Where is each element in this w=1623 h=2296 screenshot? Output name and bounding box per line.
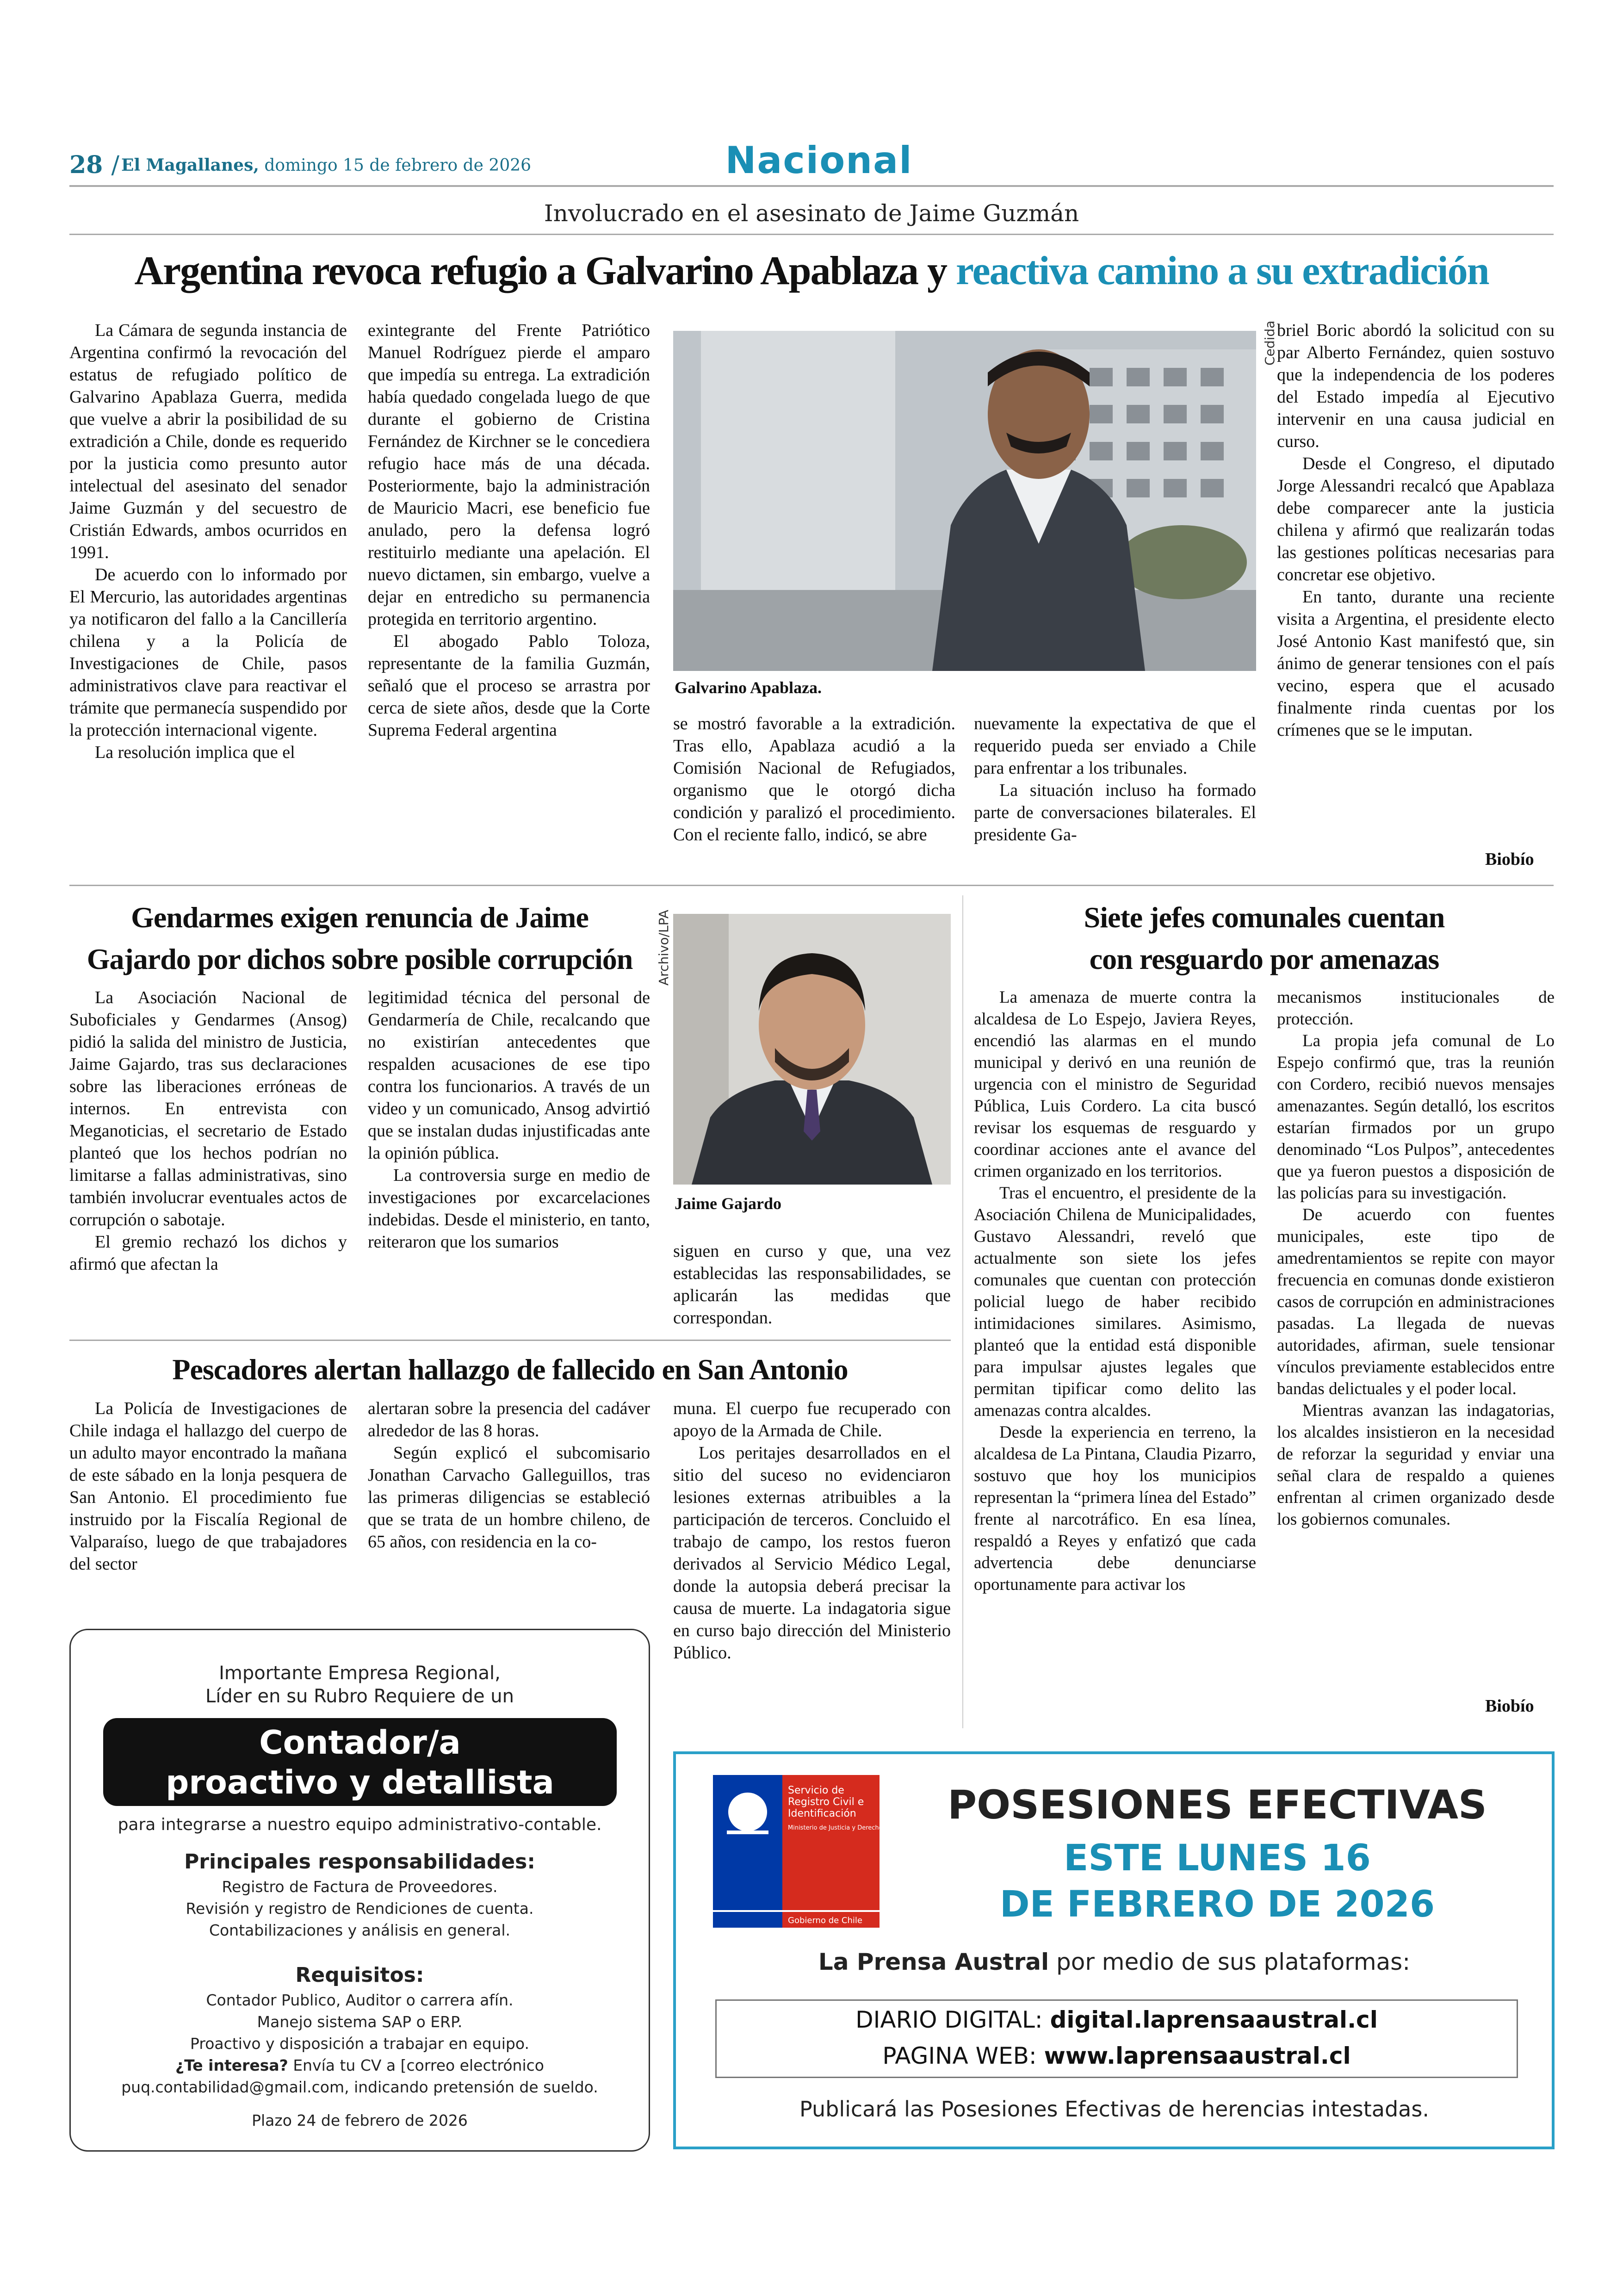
paragraph: La controversia surge en medio de investigaciones por excarcelaciones indebidas. Desde el ministerio, en tanto, reiteraron que los sumarios [368,1166,650,1252]
story2-headline-line2: Gajardo por dichos sobre posible corrupción [87,943,633,975]
story4-column-1 [974,987,1256,1727]
registro-web-url[interactable]: www.laprensaaustral.cl [1044,2042,1351,2069]
paragraph: La resolución implica que el [95,743,295,762]
paragraph: El abogado Pablo Toloza, representante de la familia Guzmán, señaló que el proceso se arrastra por cerca de siete años, desde que la Corte Suprema Federal argentina [368,632,650,740]
registro-digital-url[interactable]: digital.laprensaaustral.cl [1050,2006,1378,2033]
gajardo-photo-illustration [673,914,951,1185]
registro-civil-logo-graphic [713,1775,917,1932]
paragraph: Desde la experiencia en terreno, la alcaldesa de La Pintana, Claudia Pizarro, sostuvo que hoy los municipios representan la “primera línea del Estado” frente al narcotráfico. En esa línea, respaldó a Reyes y enfatizó que cada advertencia debe denunciarse oportunamente para activar los [974,1423,1256,1594]
job-ad-req-item: Manejo sistema SAP o ERP. [257,2013,463,2031]
job-ad-line2: Líder en su Rubro Requiere de un [205,1686,514,1707]
story2-headline-line1: Gendarmes exigen renuncia de Jaime [131,901,588,934]
paragraph: muna. El cuerpo fue recuperado con apoyo de la Armada de Chile. [673,1399,951,1440]
logo-text-line: Registro Civil e [788,1796,864,1808]
paragraph: La Cámara de segunda instancia de Argentina confirmó la revocación del estatus de refugiado político de Galvarino Apablaza Guerra, medida que vuelve a abrir la posibilidad de su extradición a Chile, donde es requerido por la justicia como presunto autor intelectual del asesinato del senador Jaime Guzmán y del secuestro de Cristián Edwards, ambos ocurridos en 1991. [69,321,347,562]
paragraph: La Asociación Nacional de Suboficiales y Gendarmes (Ansog) pidió la salida del ministro de Justicia, Jaime Gajardo, tras sus declaraciones sobre las liberaciones erróneas de internos. En entrevista con Meganoticias, el secretario de Estado planteó que los hechos podrían no limitarse a fallas administrativas, sino también involucrar eventuales actos de corrupción o sabotaje. [69,988,347,1229]
kicker-rule [69,234,1554,235]
registro-brand-rest: por medio de sus plataformas: [1056,1948,1411,1975]
job-ad-cta-text: Envía tu CV a [correo electrónico [293,2056,544,2074]
publication-date: domingo 15 de febrero de 2026 [264,156,532,175]
lead-column-4 [974,713,1256,875]
lead-bottom-rule [69,885,1554,886]
job-ad-resp-item: Registro de Factura de Proveedores. [222,1878,498,1896]
job-ad-resp-item: Revisión y registro de Rendiciones de cuenta. [186,1899,534,1917]
lead-headline-highlight: reactiva camino a su extradición [956,248,1489,293]
paragraph: La amenaza de muerte contra la alcaldesa de Lo Espejo, Javiera Reyes, encendió las alarmas en el mundo municipal y derivó en una reunión de urgencia con el ministro de Seguridad Pública, Luis Cordero. La cita buscó revisar los esquemas de resguardo y coordinar acciones ante el avance del crimen organizado en los territorios. [974,988,1256,1181]
gajardo-photo-credit: Archivo/LPA [656,910,671,986]
job-ad [69,1629,650,2152]
registro-footer: Publicará las Posesiones Efectivas de herencias intestadas. [799,2097,1429,2122]
paragraph: Desde el Congreso, el diputado Jorge Alessandri recalcó que Apablaza debe comparecer ante la justicia chilena y afirmó que realizarán todas las gestiones políticas necesarias para concretar ese objetivo. [1277,454,1555,584]
lead-column-5 [1277,319,1555,875]
story2-column-3 [673,1240,951,1333]
job-ad-req-item: Proactivo y disposición a trabajar en equipo. [190,2035,529,2053]
job-ad-banner-line2: proactivo y detallista [166,1763,554,1801]
lead-column-3 [673,713,955,875]
registro-digital [717,2006,1517,2033]
paragraph: exintegrante del Frente Patriótico Manuel Rodríguez pierde el amparo que impedía su entrega. La extradición había quedado congelada luego de que durante el gobierno de Cristina Fernández de Kirchner se le concediera refugio hace más de una década. Posteriormente, bajo la administración de Mauricio Macri, ese beneficio fue anulado, pero la defensa logró restituirlo mediante una apelación. El nuevo dictamen, sin embargo, vuelve a dejar en entredicho su permanencia protegida en territorio argentino. [368,321,650,629]
story2-bottom-rule [69,1340,951,1341]
job-ad-email: puq.contabilidad@gmail.com, indicando pretensión de sueldo. [121,2078,598,2096]
job-ad-subtitle: para integrarse a nuestro equipo administrativo-contable. [118,1815,602,1834]
apablaza-photo-illustration [673,331,1256,671]
logo-text-line: Servicio de [788,1785,844,1796]
job-ad-req-title: Requisitos: [295,1963,424,1987]
column-divider [962,895,963,1728]
registro-url-box [715,1999,1518,2078]
registro-date-line1: ESTE LUNES 16 [1064,1837,1371,1879]
registro-civil-logo [713,1775,917,1932]
registro-web-label: PAGINA WEB: [882,2042,1037,2069]
page-number: 28 / [69,151,120,179]
story3-column-2 [368,1397,650,1615]
lead-headline-main: Argentina revoca refugio a Galvarino Apablaza y [134,248,947,293]
logo-gov: Gobierno de Chile [788,1916,862,1925]
paragraph: mecanismos institucionales de protección. [1277,988,1555,1029]
lead-signature: Biobío [1485,850,1534,869]
registro-web [717,2042,1517,2069]
registro-brand: La Prensa Austral [818,1948,1049,1975]
gajardo-photo [673,914,951,1185]
story2-column-2 [368,987,650,1329]
paragraph: La propia jefa comunal de Lo Espejo confirmó que, tras la reunión con Cordero, recibió nuevos mensajes amenazantes. Según detalló, los escritos estarían firmados por un grupo denominado “Los Pulpos”, antecedentes que ya fueron puestos a disposición de las policías para su investigación. [1277,1031,1555,1203]
section-title: Nacional [725,139,913,182]
apablaza-photo [673,331,1256,671]
apablaza-photo-credit: Cedida [1262,320,1277,366]
paragraph: En tanto, durante una reciente visita a Argentina, el presidente electo José Antonio Kast manifestó que, sin ánimo de generar tensiones con el país vecino, espera que el acusado finalmente rinda cuentas por los crímenes que se le imputan. [1277,587,1555,740]
registro-digital-label: DIARIO DIGITAL: [855,2006,1043,2033]
paragraph: Según explicó el subcomisario Jonathan Carvacho Galleguillos, tras las primeras diligencias se estableció que se trata de un hombre chileno, de 65 años, con residencia en la co- [368,1443,650,1551]
paragraph: Mientras avanzan las indagatorias, los alcaldes insistieron en la necesidad de reforzar la seguridad y enviar una señal clara de respaldo a quienes enfrentan al crimen organizado desde los gobiernos comunales. [1277,1401,1555,1529]
paragraph: siguen en curso y que, una vez establecidas las responsabilidades, se aplicarán las medidas que correspondan. [673,1241,951,1328]
job-ad-line1: Importante Empresa Regional, [219,1663,501,1684]
job-ad-req-item: Contador Publico, Auditor o carrera afín. [206,1991,514,2009]
story4-column-2 [1277,987,1555,1708]
story4-signature: Biobío [1485,1696,1534,1716]
story3-headline: Pescadores alertan hallazgo de fallecido en San Antonio [172,1353,848,1386]
paragraph: se mostró favorable a la extradición. Tras ello, Apablaza acudió a la Comisión Nacional de Refugiados, organismo que le otorgó dicha condición y paralizó el procedimiento. Con el reciente fallo, indicó, se abre [673,714,955,844]
registro-civil-ad [673,1751,1555,2149]
paragraph: La Policía de Investigaciones de Chile indaga el hallazgo del cuerpo de un adulto mayor encontrado la mañana de este sábado en la lonja pesquera de San Antonio. El procedimiento fue instruido por la Fiscalía Regional de Valparaíso, luego de que trabajadores del sector [69,1399,347,1574]
apablaza-photo-caption: Galvarino Apablaza. [675,678,822,697]
story3-column-1 [69,1397,347,1615]
job-ad-deadline: Plazo 24 de febrero de 2026 [252,2111,468,2129]
job-ad-banner-line1: Contador/a [259,1724,461,1762]
story2-column-1 [69,987,347,1329]
header-rule [69,185,1554,187]
paragraph: legitimidad técnica del personal de Gendarmería de Chile, recalcando que no existirían antecedentes que respalden acusaciones de ese tipo contra los funcionarios. A través de un video y un comunicado, Ansog advirtió que se instalan dudas injustificadas ante la opinión pública. [368,988,650,1163]
lead-column-1 [69,319,347,875]
logo-ministry: Ministerio de Justicia y Derechos Humanos [788,1824,917,1831]
paragraph: Los peritajes desarrollados en el sitio del suceso no evidenciaron lesiones externas atribuibles a la participación de terceros. Concluido el trabajo de campo, los restos fueron derivados al Servicio Médico Legal, donde la autopsia deberá precisar la causa de muerte. La indagatoria sigue en curso bajo dirección del Ministerio Público. [673,1443,951,1663]
paragraph: nuevamente la expectativa de que el requerido pueda ser enviado a Chile para enfrentar a los tribunales. [974,714,1256,778]
paragraph: Tras el encuentro, el presidente de la Asociación Chilena de Municipalidades, Gustavo Alessandri, reveló que actualmente son siete los jefes comunales que cuentan con protección policial luego de haber recibido intimidaciones similares. Asimismo, planteó que la entidad está disponible para impulsar ajustes legales que permitan tipificar como delito las amenazas contra alcaldes. [974,1184,1256,1420]
lead-kicker: Involucrado en el asesinato de Jaime Guzmán [544,200,1079,227]
lead-column-2 [368,319,650,875]
story2-headline [69,897,650,980]
story3-column-3 [673,1397,951,1731]
gajardo-photo-caption: Jaime Gajardo [675,1194,781,1213]
registro-title: POSESIONES EFECTIVAS [948,1782,1487,1828]
job-ad-cta-bold: ¿Te interesa? [175,2056,288,2074]
paragraph: De acuerdo con fuentes municipales, este tipo de amedrentamientos se repite con mayor frecuencia en comunas donde existieron casos de corrupción en administraciones pasadas. La llegada de nuevas autoridades, afirman, suele tensionar vínculos previamente establecidos entre bandas delictuales y el poder local. [1277,1205,1555,1398]
registro-date-line2: DE FEBRERO DE 2026 [999,1884,1435,1925]
job-ad-resp-title: Principales responsabilidades: [184,1850,535,1874]
story4-headline [974,897,1555,980]
job-ad-resp-item: Contabilizaciones y análisis en general. [209,1921,511,1939]
logo-text-line: Identificación [788,1808,856,1819]
registro-brand-line [676,1948,1553,1975]
paragraph: El gremio rechazó los dichos y afirmó que afectan la [69,1232,347,1274]
paragraph: De acuerdo con lo informado por El Mercurio, las autoridades argentinas ya notificaron del fallo a la Cancillería chilena y a la Policía de Investigaciones de Chile, pasos administrativos clave para reactivar el trámite que permanecía suspendido por la protección internacional vigente. [69,565,347,740]
lead-headline [69,248,1554,294]
paragraph: La situación incluso ha formado parte de conversaciones bilaterales. El presidente Ga- [974,781,1256,844]
story4-headline-line1: Siete jefes comunales cuentan [1084,901,1445,934]
publication-line [121,155,531,175]
paragraph: briel Boric abordó la solicitud con su par Alberto Fernández, quien sostuvo que la independencia de los poderes del Estado impedía al Ejecutivo intervenir en una causa judicial en curso. [1277,321,1555,451]
job-ad-banner [103,1718,617,1806]
paragraph: alertaran sobre la presencia del cadáver alrededor de las 8 horas. [368,1399,650,1440]
job-ad-cta [71,2056,649,2074]
publication-name: El Magallanes, [121,155,259,175]
story4-headline-line2: con resguardo por amenazas [1089,943,1439,975]
